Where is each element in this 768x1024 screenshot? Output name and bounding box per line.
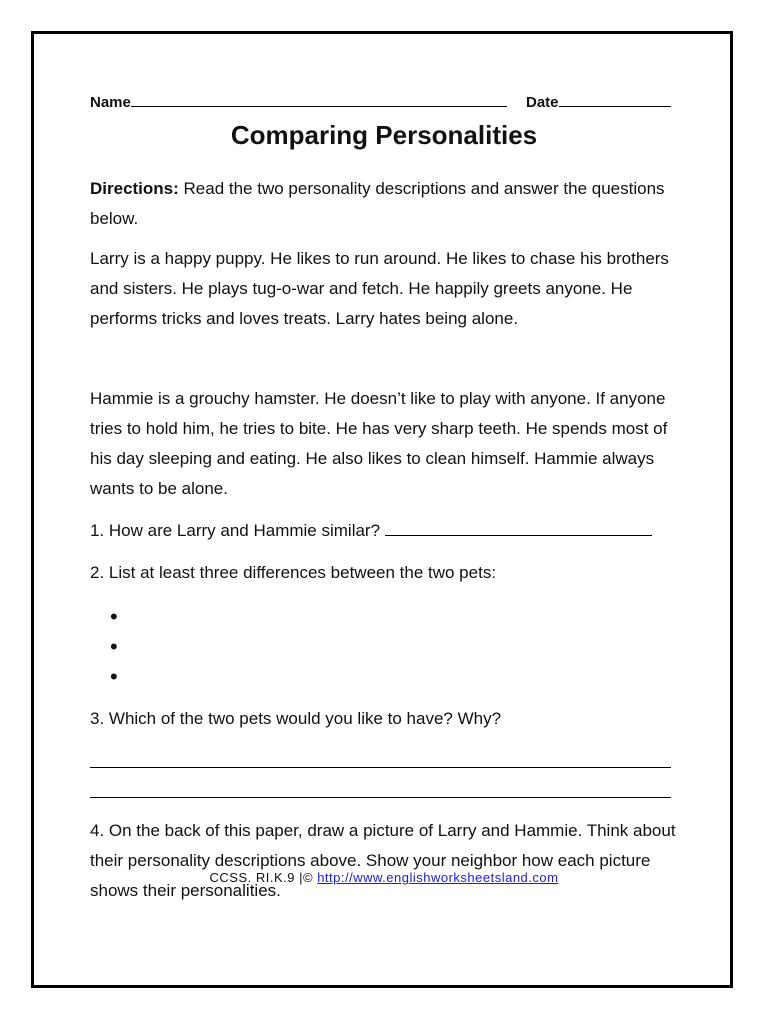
bullet-item[interactable]: • (110, 604, 118, 629)
question-3-answer-line-1[interactable] (90, 767, 671, 768)
differences-bullet-list (110, 602, 118, 692)
name-label: Name (90, 94, 131, 111)
bullet-item[interactable]: • (110, 664, 118, 689)
question-1-text: 1. How are Larry and Hammie similar? (90, 521, 381, 540)
website-link[interactable]: http://www.englishworksheetsland.com (317, 870, 559, 885)
hammie-passage: Hammie is a grouchy hamster. He doesn’t like to play with anyone. If anyone tries to hold him, he tries to bite. He has very sharp teeth. He spends most of his day sleeping and eating. He also likes to clean himself. Hammie always wants to be alone. (90, 389, 668, 498)
larry-passage: Larry is a happy puppy. He likes to run around. He likes to chase his brothers and sisters. He plays tug-o-war and fetch. He happily greets anyone. He performs tricks and loves treats. Larry hates being alone. (90, 249, 669, 328)
date-field[interactable] (526, 94, 671, 111)
footer (0, 870, 768, 885)
bullet-item[interactable]: • (110, 634, 118, 659)
question-2: 2. List at least three differences between the two pets: (90, 563, 497, 582)
directions-label: Directions: (90, 179, 179, 198)
name-field[interactable] (90, 94, 507, 111)
question-1-answer-line[interactable] (385, 534, 652, 536)
question-3-answer-line-2[interactable] (90, 797, 671, 798)
date-label: Date (526, 94, 559, 111)
directions (90, 174, 680, 234)
question-1 (90, 516, 680, 546)
question-4: 4. On the back of this paper, draw a picture of Larry and Hammie. Think about their personality descriptions above. Show your neighbor how each picture shows their personalities. (90, 821, 676, 900)
directions-text: Read the two personality descriptions and answer the questions below. (90, 179, 665, 228)
name-blank-line (131, 105, 507, 107)
header-row (90, 90, 690, 112)
page-title: Comparing Personalities (230, 120, 538, 150)
footer-standard: CCSS. RI.K.9 |© (209, 870, 318, 885)
date-blank-line (559, 105, 671, 107)
question-3: 3. Which of the two pets would you like to have? Why? (90, 709, 502, 728)
